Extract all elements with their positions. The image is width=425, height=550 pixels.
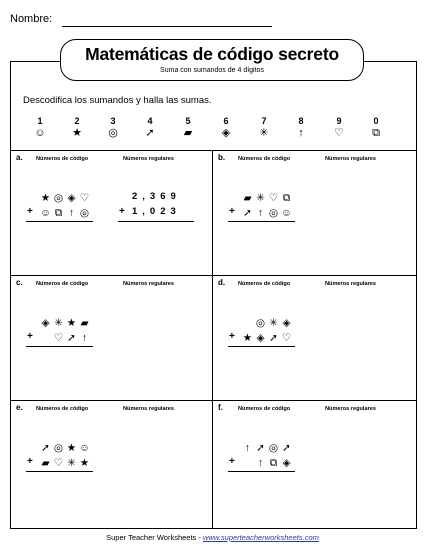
plus-sign: +	[27, 331, 33, 342]
sum-line	[26, 471, 93, 472]
star-icon: ★	[40, 192, 51, 204]
spiral-icon: ◎	[268, 207, 279, 219]
column-header-regular: Números regulares	[325, 406, 376, 412]
column-header-regular: Números regulares	[123, 156, 174, 162]
column-header-code: Números de código	[36, 406, 89, 412]
footer	[0, 533, 425, 542]
footer-link[interactable]: www.superteacherworksheets.com	[202, 533, 319, 542]
spiral-icon: ◎	[255, 317, 266, 329]
up-arrow-icon: ↑	[244, 442, 251, 454]
heart-icon: ♡	[268, 192, 279, 204]
up-arrow-icon: ↑	[257, 207, 264, 219]
problem-label: e.	[16, 403, 23, 412]
star-icon: ★	[72, 127, 82, 139]
page-title: Matemáticas de código secreto	[85, 44, 339, 64]
lightning-icon: ➚	[256, 442, 265, 454]
key-digit: 7	[261, 116, 267, 126]
spiral-icon: ◎	[53, 442, 64, 454]
parallelogram-icon: ▰	[243, 192, 252, 204]
problem-panel	[11, 151, 211, 275]
key-digit: 1	[37, 116, 43, 126]
plus-sign: +	[27, 456, 33, 467]
key-digit: 4	[147, 116, 153, 126]
asterisk-icon: ✳	[256, 192, 265, 204]
column-header-code: Números de código	[238, 406, 291, 412]
key-digit: 0	[373, 116, 379, 126]
column-header-regular: Números regulares	[123, 281, 174, 287]
column-header-code: Números de código	[238, 156, 291, 162]
problem-panel	[213, 276, 413, 400]
problem-label: d.	[218, 278, 226, 287]
problem-label: f.	[218, 403, 223, 412]
heart-icon: ♡	[79, 192, 90, 204]
problem-label: a.	[16, 153, 23, 162]
plus-sign: +	[27, 206, 33, 217]
lightning-icon: ➚	[145, 127, 155, 139]
name-label: Nombre:	[10, 13, 53, 25]
title-box	[60, 39, 364, 81]
diamond-icon: ◈	[67, 192, 76, 204]
sum-line	[228, 221, 295, 222]
lightning-icon: ➚	[282, 442, 291, 454]
diamond-icon: ◈	[221, 127, 231, 139]
up-arrow-icon: ↑	[257, 457, 264, 469]
key-digit: 6	[223, 116, 229, 126]
heart-icon: ♡	[53, 332, 64, 344]
lightning-icon: ➚	[41, 442, 50, 454]
diamond-icon: ◈	[256, 332, 265, 344]
squares-icon: ⧉	[54, 207, 63, 219]
sum-line	[228, 471, 295, 472]
parallelogram-icon: ▰	[41, 457, 50, 469]
up-arrow-icon: ↑	[298, 127, 304, 139]
key-digit: 5	[185, 116, 191, 126]
sum-line	[26, 221, 93, 222]
spiral-icon: ◎	[53, 192, 64, 204]
sum-line	[228, 346, 295, 347]
heart-icon: ♡	[53, 457, 64, 469]
up-arrow-icon: ↑	[68, 207, 75, 219]
heart-icon: ♡	[334, 127, 344, 139]
column-header-regular: Números regulares	[325, 281, 376, 287]
star-icon: ★	[242, 332, 253, 344]
diamond-icon: ◈	[282, 317, 291, 329]
regular-number-top: 2,369	[132, 191, 181, 202]
problem-panel	[11, 276, 211, 400]
star-icon: ★	[79, 457, 90, 469]
up-arrow-icon: ↑	[81, 332, 88, 344]
footer-brand: Super Teacher Worksheets -	[106, 533, 203, 542]
heart-icon: ♡	[281, 332, 292, 344]
asterisk-icon: ✳	[259, 127, 269, 139]
lightning-icon: ➚	[67, 332, 76, 344]
spiral-icon: ◎	[79, 207, 90, 219]
sum-line	[26, 346, 93, 347]
squares-icon: ⧉	[282, 192, 291, 204]
plus-sign: +	[229, 456, 235, 467]
spiral-icon: ◎	[268, 442, 279, 454]
smiley-icon: ☺	[34, 127, 46, 139]
column-header-code: Números de código	[36, 156, 89, 162]
page-subtitle: Suma con sumandos de 4 dígitos	[160, 67, 264, 74]
smiley-icon: ☺	[281, 207, 292, 219]
name-line[interactable]	[62, 26, 272, 27]
key-digit: 9	[336, 116, 342, 126]
smiley-icon: ☺	[40, 207, 51, 219]
problem-panel	[11, 401, 211, 525]
diamond-icon: ◈	[41, 317, 50, 329]
lightning-icon: ➚	[243, 207, 252, 219]
column-header-code: Números de código	[36, 281, 89, 287]
parallelogram-icon: ▰	[183, 127, 193, 139]
problem-label: b.	[218, 153, 226, 162]
asterisk-icon: ✳	[67, 457, 76, 469]
asterisk-icon: ✳	[269, 317, 278, 329]
star-icon: ★	[66, 317, 77, 329]
column-header-regular: Números regulares	[325, 156, 376, 162]
key-digit: 3	[110, 116, 116, 126]
plus-sign: +	[119, 206, 125, 217]
plus-sign: +	[229, 206, 235, 217]
squares-icon: ⧉	[269, 457, 278, 469]
key-digit: 8	[298, 116, 304, 126]
parallelogram-icon: ▰	[80, 317, 89, 329]
diamond-icon: ◈	[282, 457, 291, 469]
lightning-icon: ➚	[269, 332, 278, 344]
problem-label: c.	[16, 278, 23, 287]
smiley-icon: ☺	[79, 442, 90, 454]
column-header-code: Números de código	[238, 281, 291, 287]
sum-line	[118, 221, 194, 222]
asterisk-icon: ✳	[54, 317, 63, 329]
problem-panel	[213, 401, 413, 525]
regular-number-bottom: 1,023	[132, 206, 181, 217]
star-icon: ★	[66, 442, 77, 454]
squares-icon: ⧉	[372, 127, 380, 139]
plus-sign: +	[229, 331, 235, 342]
instructions: Descodifica los sumandos y halla las sumas.	[23, 95, 212, 106]
spiral-icon: ◎	[108, 127, 118, 139]
problem-panel	[213, 151, 413, 275]
column-header-regular: Números regulares	[123, 406, 174, 412]
key-digit: 2	[74, 116, 80, 126]
